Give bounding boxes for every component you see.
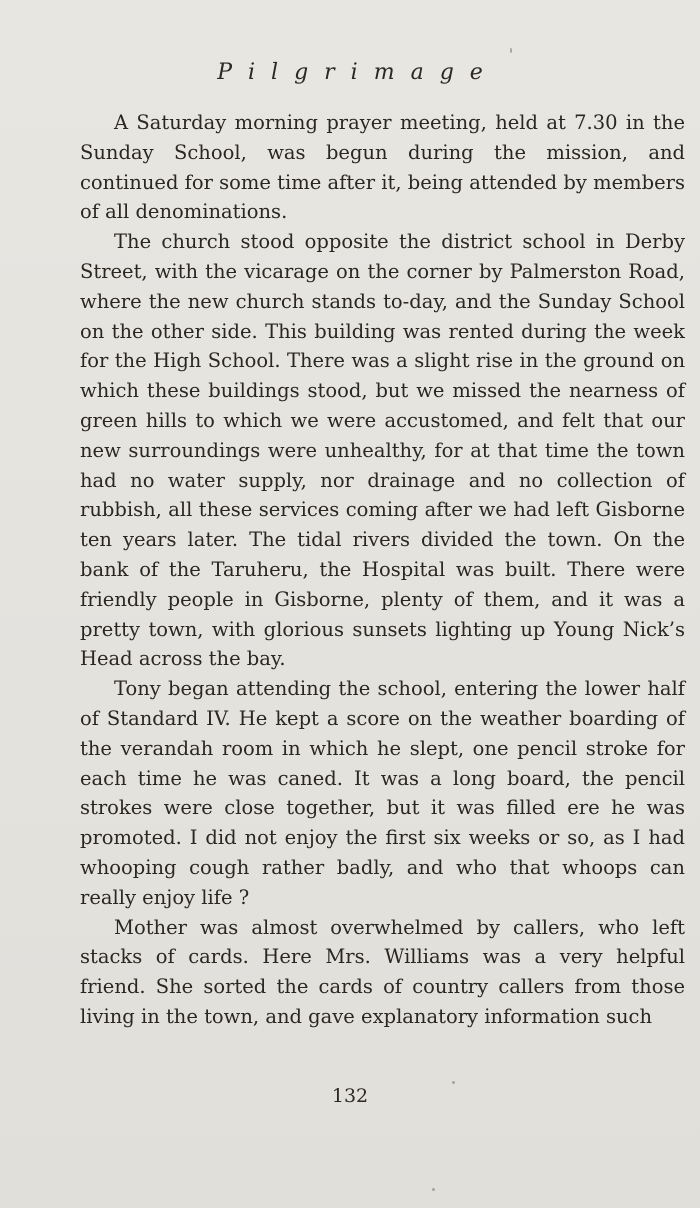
body-text <box>80 108 685 1032</box>
paragraph: Tony began attending the school, entering the lower half of Standard IV. He kept a score on the weather boarding of the verandah room in which he slept, one pencil stroke for each time he was caned. It was a long board, the pencil strokes were close together, but it was filled ere he was promoted. I did not enjoy the first six weeks or so, as I had whooping cough rather badly, and who that whoops can really enjoy life ? <box>80 677 685 909</box>
running-head: Pilgrimage <box>217 60 499 85</box>
paper-speck <box>452 1081 455 1084</box>
paper-speck <box>432 1188 435 1191</box>
paragraph: Mother was almost overwhelmed by callers, who left stacks of cards. Here Mrs. Williams was a very helpful friend. She sorted the cards of country callers from those living in the town, and gave explanatory information such <box>80 915 685 1028</box>
paragraph: A Saturday morning prayer meeting, held at 7.30 in the Sunday School, was begun during the mission, and continued for some time after it, being attended by members of all denominations. <box>80 111 685 224</box>
paper-speck <box>510 48 512 53</box>
page-number: 132 <box>331 1085 369 1107</box>
paragraph: The church stood opposite the district school in Derby Street, with the vicarage on the corner by Palmerston Road, where the new church stands to-day, and the Sunday School on the other side. This building was rented during the week for the High School. There was a slight rise in the ground on which these buildings stood, but we missed the nearness of green hills to which we were accustomed, and felt that our new surroundings were unhealthy, for at that time the town had no water supply, nor drainage and no collection of rubbish, all these services coming after we had left Gisborne ten years later. The tidal rivers divided the town. On the bank of the Taruheru, the Hospital was built. There were friendly people in Gisborne, plenty of them, and it was a pretty town, with glorious sunsets lighting up Young Nick’s Head across the bay. <box>80 230 685 671</box>
